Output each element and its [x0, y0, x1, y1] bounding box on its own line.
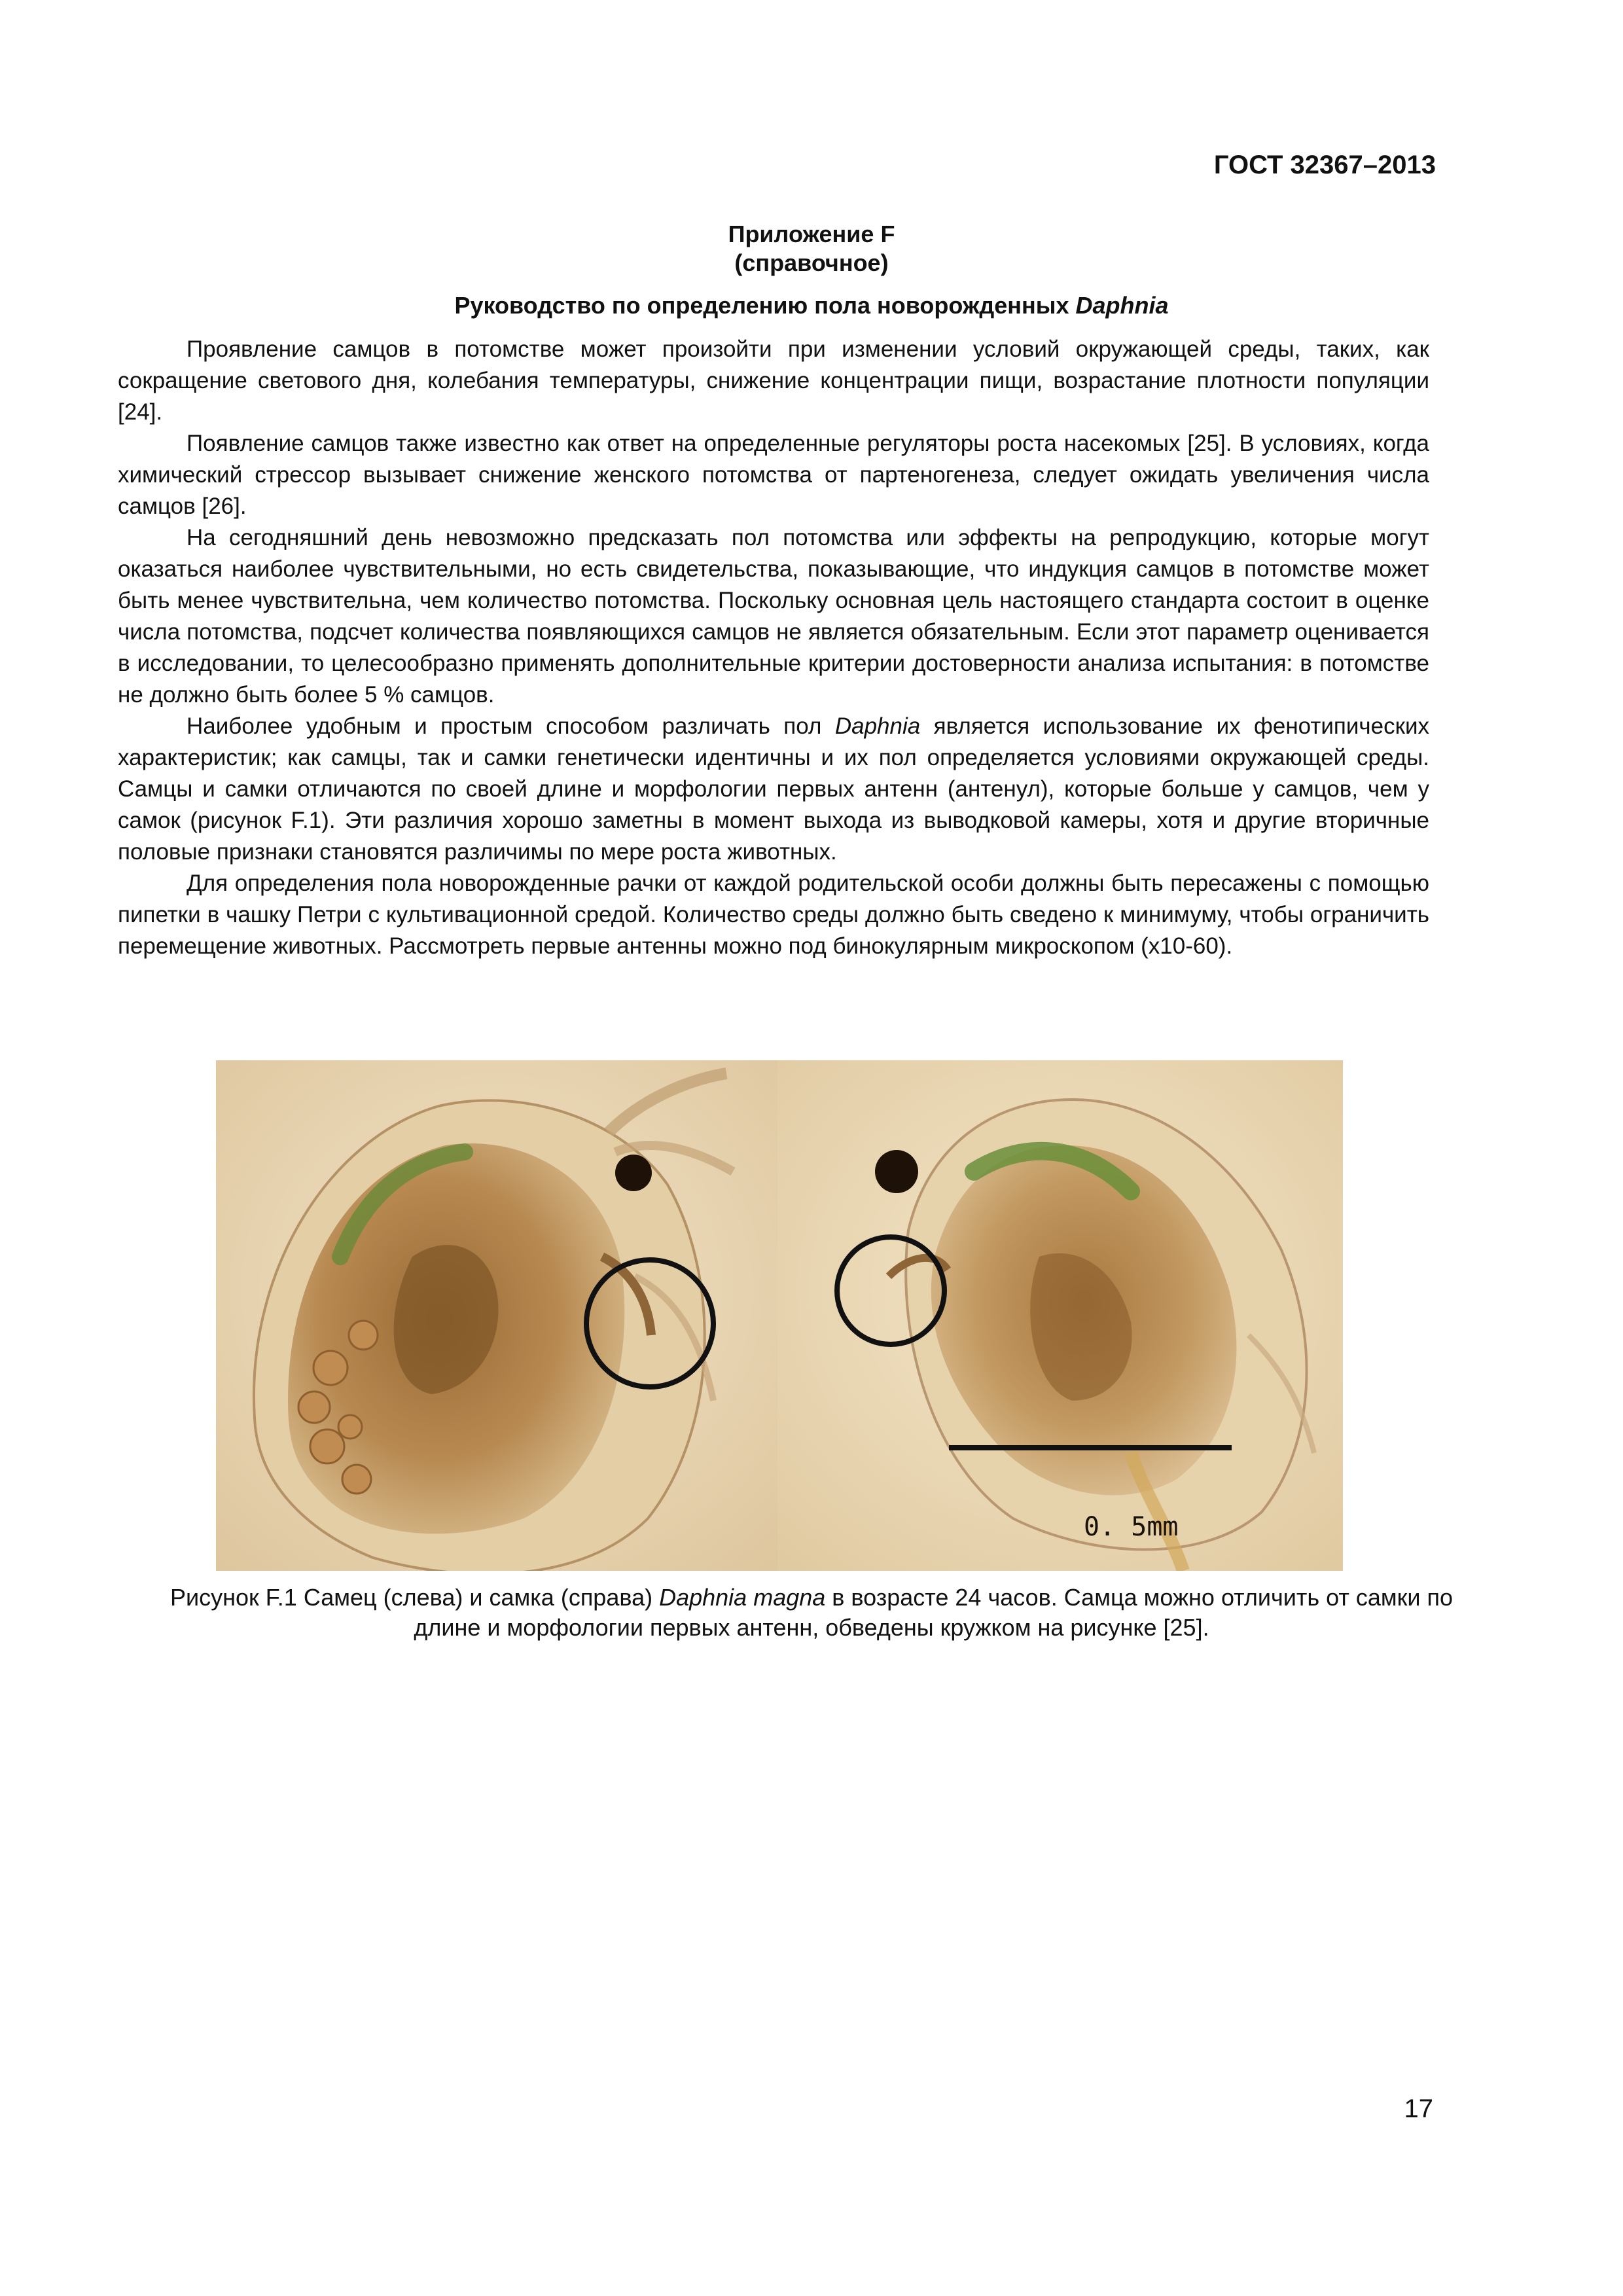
caption-species: Daphnia magna	[659, 1584, 826, 1611]
paragraph-3: На сегодняшний день невозможно предсказать пол потомства или эффекты на репродукцию, которые могут оказаться наиболее чувствительными, но есть свидетельства, показывающие, что индукция самцов в потомстве может быть менее чувствительна, чем количество потомства. Поскольку основная цель настоящего стандарта состоит в оценке числа потомства, подсчет количества появляющихся самцов не является обязательным. Если этот параметр оценивается в исследовании, то целесообразно применять дополнительные критерии достоверности анализа испытания: в потомстве не должно быть более 5 % самцов.	[118, 525, 1429, 708]
caption-pre: Рисунок F.1 Самец (слева) и самка (справа)	[170, 1584, 660, 1611]
paragraph-2: Появление самцов также известно как ответ на определенные регуляторы роста насекомых [25]. В условиях, когда химический стрессор вызывает снижение женского потомства от партеногенеза, следует ожидать увеличения числа самцов [26].	[118, 431, 1429, 519]
paragraph-4-genus: Daphnia	[834, 713, 921, 739]
paragraph-4-post: является использование их фенотипических характеристик; как самцы, так и самки генетически идентичны и их пол определяется условиями окружающей среды. Самцы и самки отличаются по своей длине и морфологии первых антенн (антенул), которые больше у самцов, чем у самок (рисунок F.1). Эти различия хорошо заметны в момент выхода из выводковой камеры, хотя и другие вторичные половые признаки становятся различимы по мере роста животных.	[118, 713, 1429, 865]
appendix-kind: (справочное)	[734, 249, 889, 276]
section-title-genus: Daphnia	[1075, 292, 1169, 319]
section-title-text: Руководство по определению пола новорожденных	[454, 292, 1076, 319]
appendix-label: Приложение F	[728, 221, 895, 247]
appendix-heading	[0, 220, 1623, 278]
document-number: ГОСТ 32367–2013	[1213, 151, 1436, 179]
female-daphnia-photo	[777, 1060, 1343, 1571]
figure-caption	[144, 1583, 1479, 1643]
caption-post: в возрасте 24 часов. Самца можно отличить от самки по длине и морфологии первых антенн, обведены кружком на рисунке [25].	[414, 1584, 1453, 1641]
paragraph-1: Проявление самцов в потомстве может произойти при изменении условий окружающей среды, таких, как сокращение светового дня, колебания температуры, снижение концентрации пищи, возрастание плотности популяции [24].	[118, 336, 1429, 425]
male-daphnia-photo	[216, 1060, 777, 1571]
section-title	[0, 292, 1623, 319]
paragraph-4-pre: Наиболее удобным и простым способом различать пол	[187, 713, 835, 739]
paragraph-5: Для определения пола новорожденные рачки от каждой родительской особи должны быть пересажены с помощью пипетки в чашку Петри с культивационной средой. Количество среды должно быть сведено к минимуму, чтобы ограничить перемещение животных. Рассмотреть первые антенны можно под бинокулярным микроскопом (x10-60).	[118, 870, 1429, 959]
daphnia-figure	[216, 1060, 1343, 1571]
page-number: 17	[1404, 2094, 1433, 2123]
body-text	[118, 334, 1429, 962]
scale-bar-label: 0. 5mm	[1084, 1512, 1179, 1542]
paragraph-4	[118, 711, 1429, 868]
